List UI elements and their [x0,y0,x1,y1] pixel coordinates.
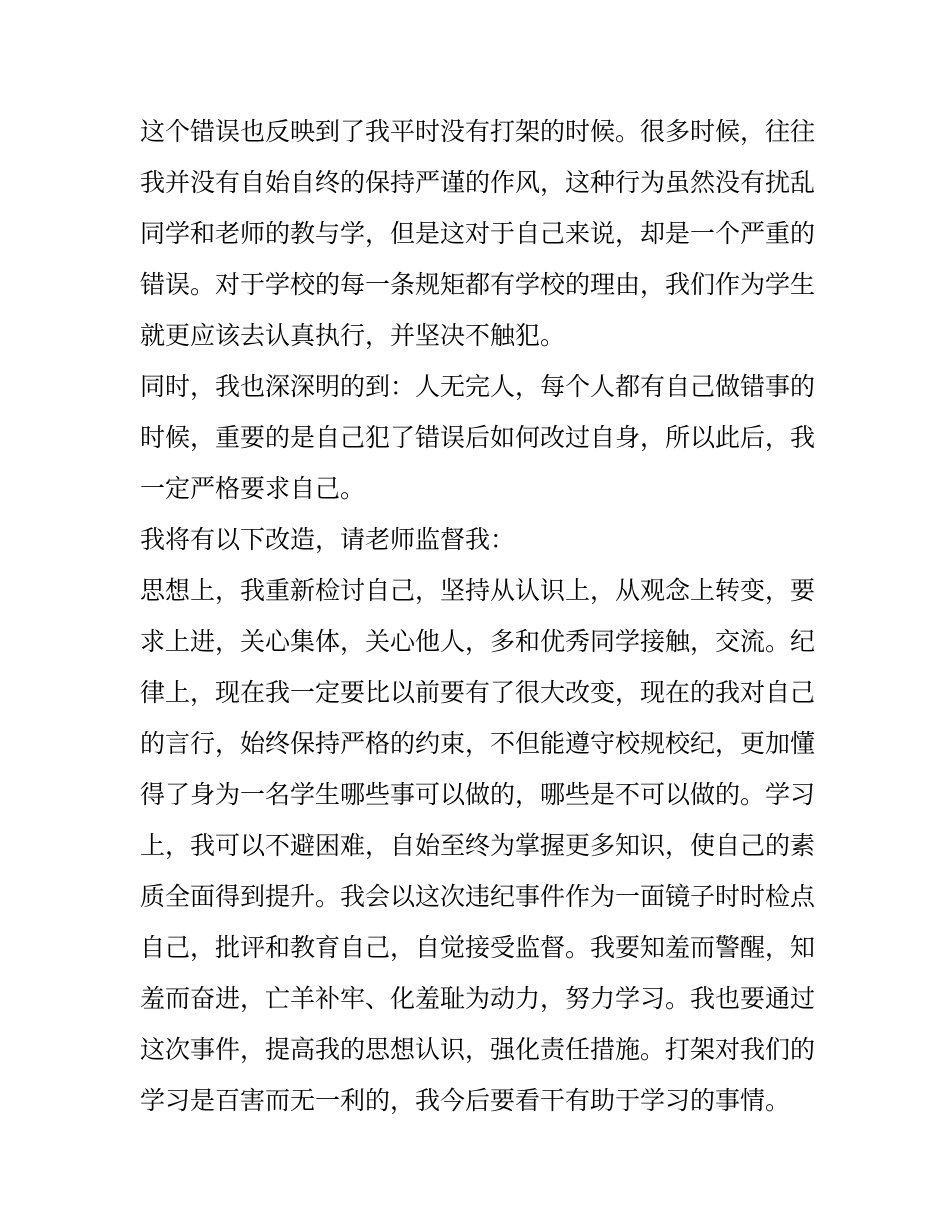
text-line: 我并没有自始自终的保持严谨的作风，这种行为虽然没有扰乱 [140,168,815,197]
text-line: 自己，批评和教育自己，自觉接受监督。我要知羞而警醒，知 [140,933,815,962]
text-line: 律上，现在我一定要比以前要有了很大改变，现在的我对自己 [140,678,815,707]
text-line: 思想上，我重新检讨自己，坚持从认识上，从观念上转变，要 [140,576,815,605]
text-line: 这次事件，提高我的思想认识，强化责任措施。打架对我们的 [140,1035,815,1064]
text-line: 羞而奋进，亡羊补牢、化羞耻为动力，努力学习。我也要通过 [140,984,815,1013]
text-line: 就更应该去认真执行，并坚决不触犯。 [140,321,566,350]
text-line: 一定严格要求自己。 [140,474,366,503]
text-line: 学习是百害而无一利的，我今后要看干有助于学习的事情。 [140,1086,791,1115]
text-line: 质全面得到提升。我会以这次违纪事件作为一面镜子时时检点 [140,882,815,911]
text-line: 求上进，关心集体，关心他人，多和优秀同学接触，交流。纪 [140,627,815,656]
text-line: 错误。对于学校的每一条规矩都有学校的理由，我们作为学生 [140,270,815,299]
text-line: 得了身为一名学生哪些事可以做的，哪些是不可以做的。学习 [140,780,815,809]
text-line: 上，我可以不避困难，自始至终为掌握更多知识，使自己的素 [140,831,815,860]
text-line: 这个错误也反映到了我平时没有打架的时候。很多时候，往往 [140,117,815,146]
text-line: 时候，重要的是自己犯了错误后如何改过自身，所以此后，我 [140,423,815,452]
text-line: 同学和老师的教与学，但是这对于自己来说，却是一个严重的 [140,219,815,248]
document-body [140,106,815,1126]
text-line: 我将有以下改造，请老师监督我： [140,525,516,554]
text-line: 同时，我也深深明的到：人无完人，每个人都有自己做错事的 [140,372,815,401]
text-line: 的言行，始终保持严格的约束，不但能遵守校规校纪，更加懂 [140,729,815,758]
